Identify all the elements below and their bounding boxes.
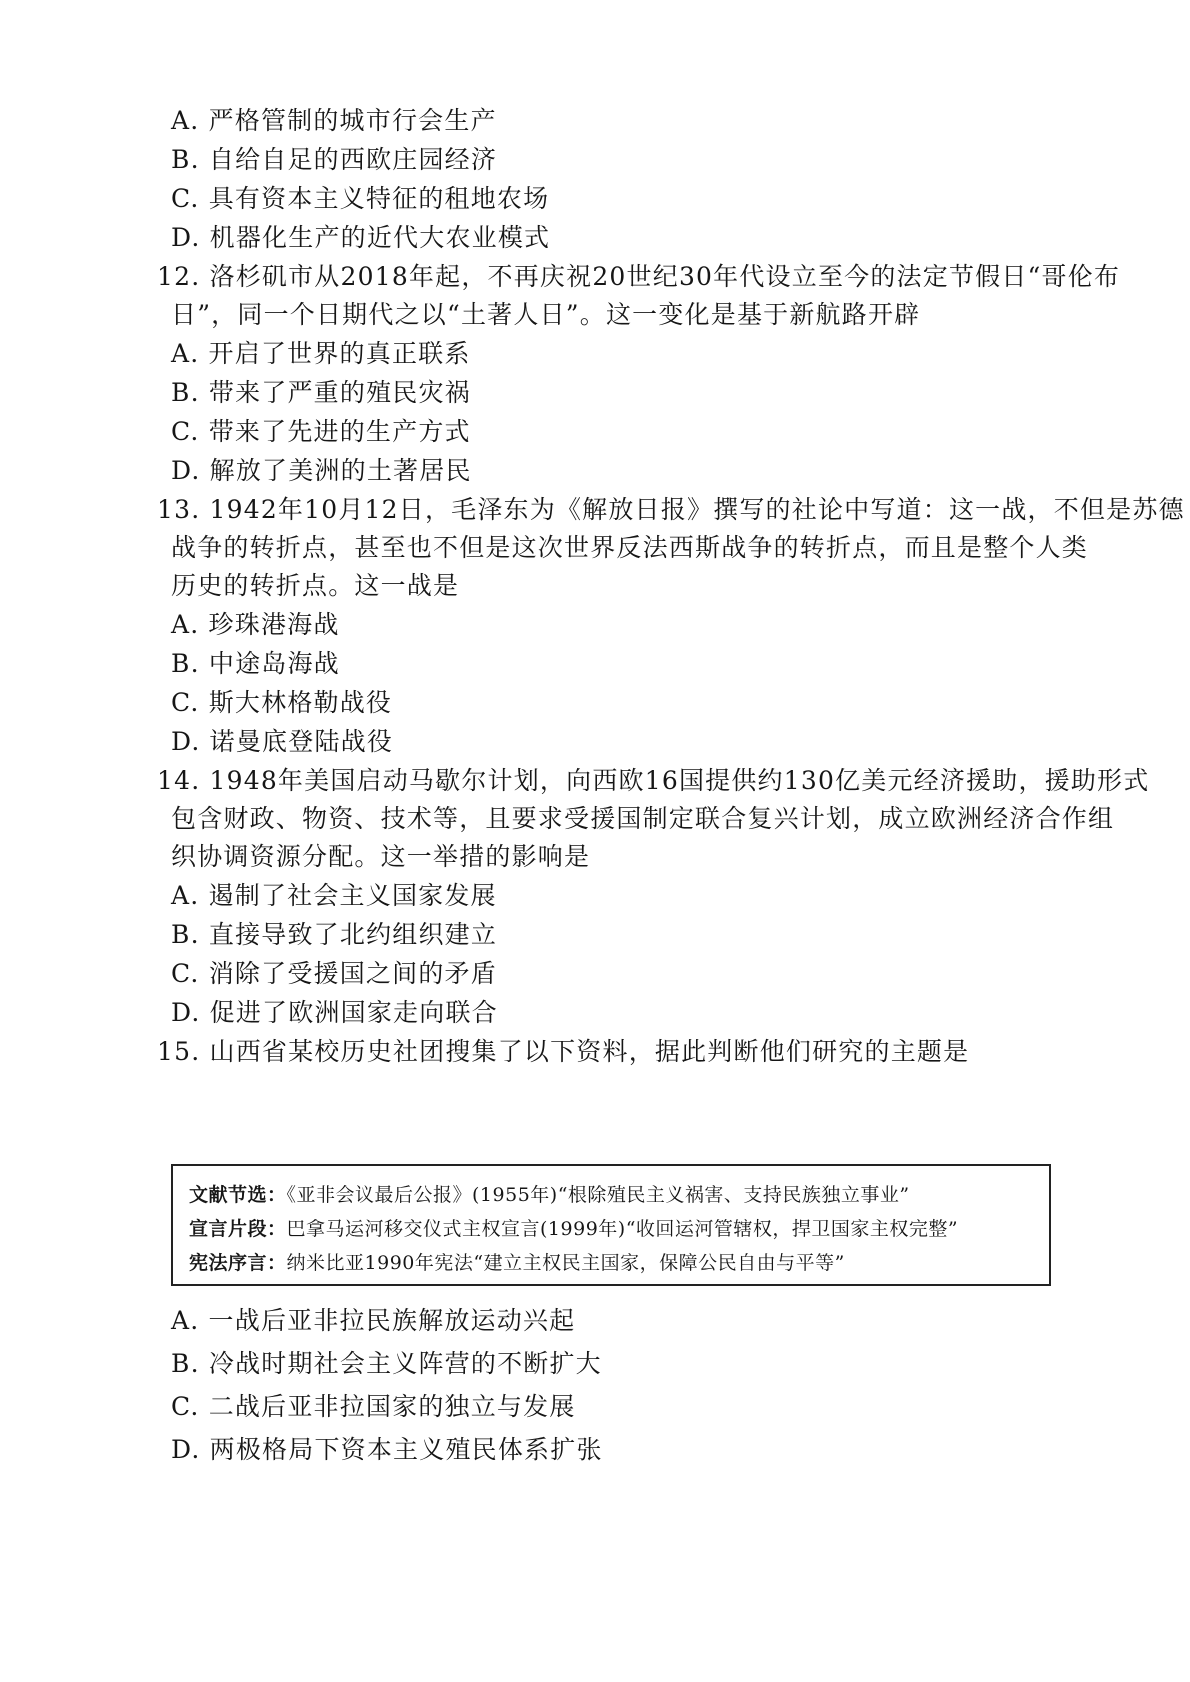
q11-option-a: A. 严格管制的城市行会生产	[171, 106, 497, 135]
q14-stem-line-3: 织协调资源分配。这一举措的影响是	[171, 842, 591, 871]
q15-material-2-text: 巴拿马运河移交仪式主权宣言(1999年)“收回运河管辖权，捍卫国家主权完整”	[286, 1218, 959, 1240]
q11-option-c: C. 具有资本主义特征的租地农场	[171, 184, 550, 213]
q12-stem-line-1: 12. 洛杉矶市从2018年起，不再庆祝20世纪30年代设立至今的法定节假日“哥伦布	[157, 262, 1121, 291]
q12-option-b: B. 带来了严重的殖民灾祸	[171, 378, 471, 407]
q11-option-b: B. 自给自足的西欧庄园经济	[171, 145, 498, 174]
q14-option-b: B. 直接导致了北约组织建立	[171, 920, 498, 949]
q11-option-d: D. 机器化生产的近代大农业模式	[171, 223, 551, 252]
q13-option-c: C. 斯大林格勒战役	[171, 688, 393, 717]
q12-stem-line-2: 日”，同一个日期代之以“土著人日”。这一变化是基于新航路开辟	[171, 300, 921, 329]
q15-option-c: C. 二战后亚非拉国家的独立与发展	[171, 1392, 576, 1421]
q14-stem-line-1: 14. 1948年美国启动马歇尔计划，向西欧16国提供约130亿美元经济援助，援助形式	[157, 766, 1150, 795]
q13-stem-line-3: 历史的转折点。这一战是	[171, 571, 460, 600]
q15-option-b: B. 冷战时期社会主义阵营的不断扩大	[171, 1349, 602, 1378]
q15-material-3-label: 宪法序言：	[189, 1252, 287, 1274]
q12-option-c: C. 带来了先进的生产方式	[171, 417, 471, 446]
q15-material-2	[189, 1216, 958, 1242]
q14-option-d: D. 促进了欧洲国家走向联合	[171, 998, 498, 1027]
q13-stem-line-1: 13. 1942年10月12日，毛泽东为《解放日报》撰写的社论中写道：这一战，不但是苏德	[157, 495, 1185, 524]
q15-material-1-text: 《亚非会议最后公报》(1955年)“根除殖民主义祸害、支持民族独立事业”	[286, 1184, 910, 1206]
q14-option-a: A. 遏制了社会主义国家发展	[171, 881, 497, 910]
q12-option-d: D. 解放了美洲的土著居民	[171, 456, 472, 485]
q12-option-a: A. 开启了世界的真正联系	[171, 339, 471, 368]
q15-material-3	[189, 1250, 845, 1276]
q15-material-2-label: 宣言片段：	[189, 1218, 287, 1240]
q15-option-d: D. 两极格局下资本主义殖民体系扩张	[171, 1435, 603, 1464]
q13-option-b: B. 中途岛海战	[171, 649, 340, 678]
q15-stem: 15. 山西省某校历史社团搜集了以下资料，据此判断他们研究的主题是	[157, 1037, 970, 1066]
q15-material-3-text: 纳米比亚1990年宪法“建立主权民主国家，保障公民自由与平等”	[286, 1252, 845, 1274]
q14-stem-line-2: 包含财政、物资、技术等，且要求受援国制定联合复兴计划，成立欧洲经济合作组	[171, 804, 1115, 833]
q13-option-a: A. 珍珠港海战	[171, 610, 340, 639]
q15-material-1	[189, 1182, 910, 1208]
q13-stem-line-2: 战争的转折点，甚至也不但是这次世界反法西斯战争的转折点，而且是整个人类	[171, 533, 1089, 562]
q13-option-d: D. 诺曼底登陆战役	[171, 727, 394, 756]
q15-material-1-label: 文献节选：	[189, 1184, 287, 1206]
q14-option-c: C. 消除了受援国之间的矛盾	[171, 959, 497, 988]
q15-option-a: A. 一战后亚非拉民族解放运动兴起	[171, 1306, 576, 1335]
q15-materials-box	[171, 1164, 1051, 1286]
